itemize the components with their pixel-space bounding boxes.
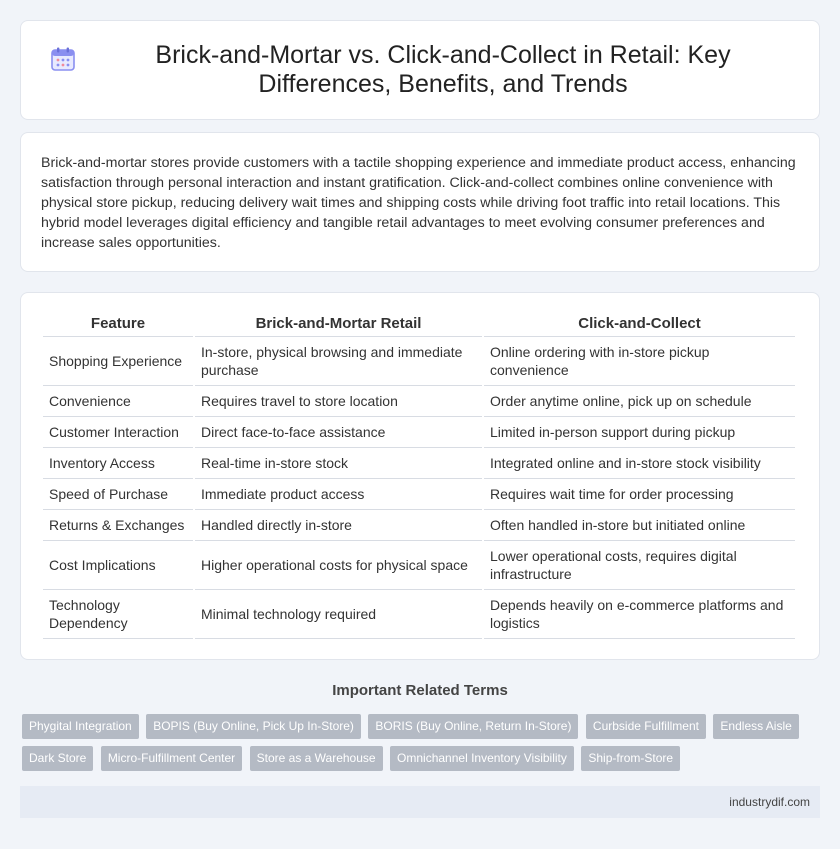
comparison-table-card — [20, 292, 820, 660]
related-term-tag[interactable]: Omnichannel Inventory Visibility — [390, 746, 574, 771]
table-cell: Higher operational costs for physical space — [195, 541, 482, 590]
table-cell: Handled directly in-store — [195, 510, 482, 541]
table-row — [43, 541, 795, 590]
related-terms-title: Important Related Terms — [332, 682, 508, 699]
table-cell: Shopping Experience — [43, 337, 193, 386]
table-row — [43, 448, 795, 479]
title-wrap — [50, 41, 790, 99]
footer — [20, 786, 820, 818]
page-title: Brick-and-Mortar vs. Click-and-Collect in Retail: Key Differences, Benefits, and Trends — [155, 41, 731, 98]
table-cell: Often handled in-store but initiated online — [484, 510, 795, 541]
related-term-tag[interactable]: Micro-Fulfillment Center — [101, 746, 242, 771]
table-row — [43, 417, 795, 448]
table-row — [43, 510, 795, 541]
table-cell: Inventory Access — [43, 448, 193, 479]
calendar-icon — [50, 46, 76, 72]
related-term-tag[interactable]: BORIS (Buy Online, Return In-Store) — [368, 714, 578, 739]
table-cell: Requires wait time for order processing — [484, 479, 795, 510]
table-cell: Direct face-to-face assistance — [195, 417, 482, 448]
table-cell: Depends heavily on e-commerce platforms and logistics — [484, 590, 795, 639]
table-cell: Limited in-person support during pickup — [484, 417, 795, 448]
table-cell: Speed of Purchase — [43, 479, 193, 510]
table-cell: Online ordering with in-store pickup convenience — [484, 337, 795, 386]
related-term-tag[interactable]: Ship-from-Store — [581, 746, 680, 771]
intro-paragraph: Brick-and-mortar stores provide customers with a tactile shopping experience and immediate product access, enhancing satisfaction through personal interaction and instant gratification. Click-and-collect combines online convenience with physical store pickup, reducing delivery wait times and shipping costs while driving foot traffic into retail locations. This hybrid model leverages digital efficiency and tangible retail advantages to meet evolving consumer preferences and increase sales opportunities. — [41, 155, 796, 251]
table-row — [43, 386, 795, 417]
table-cell: In-store, physical browsing and immediate purchase — [195, 337, 482, 386]
header-card — [20, 20, 820, 120]
related-term-tag[interactable]: Dark Store — [22, 746, 93, 771]
column-header: Brick-and-Mortar Retail — [195, 313, 482, 337]
related-terms-list — [22, 714, 822, 778]
table-cell: Real-time in-store stock — [195, 448, 482, 479]
table-cell: Requires travel to store location — [195, 386, 482, 417]
table-row — [43, 590, 795, 639]
related-term-tag[interactable]: Curbside Fulfillment — [586, 714, 706, 739]
column-header: Click-and-Collect — [484, 313, 795, 337]
comparison-table — [41, 313, 797, 639]
related-term-tag[interactable]: Endless Aisle — [713, 714, 798, 739]
table-cell: Customer Interaction — [43, 417, 193, 448]
related-term-tag[interactable]: BOPIS (Buy Online, Pick Up In-Store) — [146, 714, 361, 739]
table-cell: Returns & Exchanges — [43, 510, 193, 541]
footer-site-link[interactable]: industrydif.com — [729, 795, 810, 809]
table-row — [43, 479, 795, 510]
table-cell: Immediate product access — [195, 479, 482, 510]
column-header: Feature — [43, 313, 193, 337]
table-cell: Minimal technology required — [195, 590, 482, 639]
table-cell: Order anytime online, pick up on schedule — [484, 386, 795, 417]
table-cell: Convenience — [43, 386, 193, 417]
related-term-tag[interactable]: Phygital Integration — [22, 714, 139, 739]
table-cell: Lower operational costs, requires digital infrastructure — [484, 541, 795, 590]
table-header-row — [43, 313, 795, 337]
related-term-tag[interactable]: Store as a Warehouse — [250, 746, 383, 771]
intro-card — [20, 132, 820, 272]
table-cell: Technology Dependency — [43, 590, 193, 639]
table-row — [43, 337, 795, 386]
table-cell: Integrated online and in-store stock visibility — [484, 448, 795, 479]
table-cell: Cost Implications — [43, 541, 193, 590]
